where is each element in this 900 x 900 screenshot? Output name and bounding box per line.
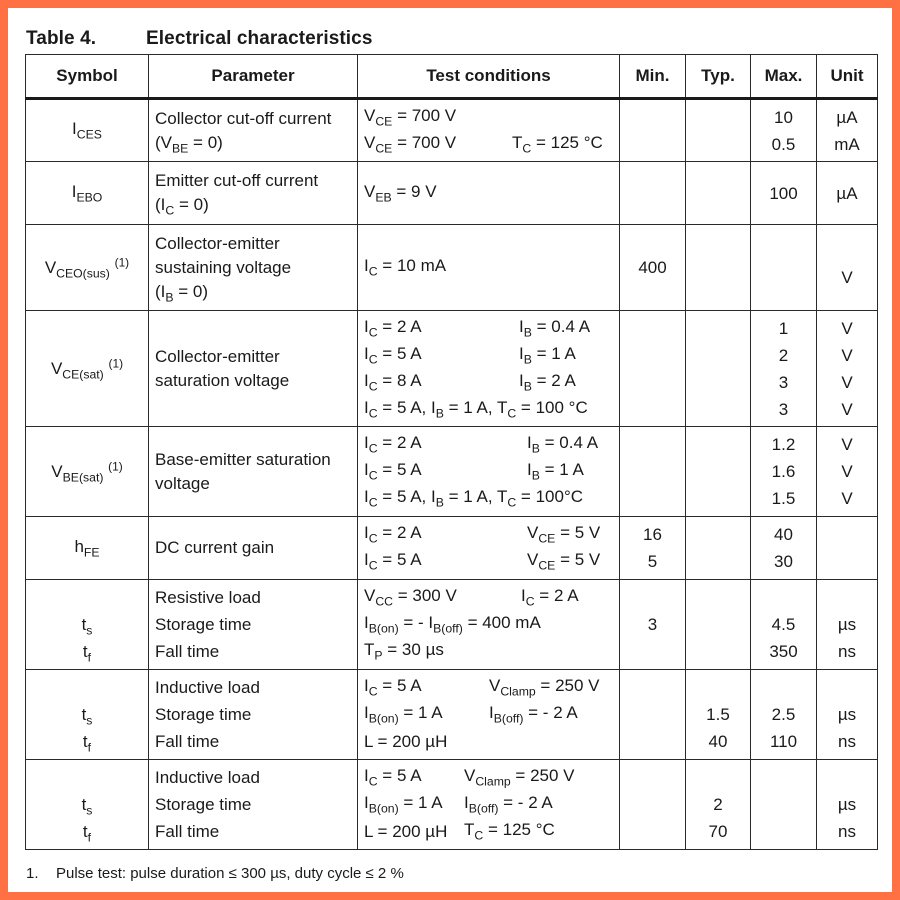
value-text xyxy=(620,638,685,665)
cell-test-conditions xyxy=(358,580,620,670)
cell-min xyxy=(620,670,686,760)
cell-unit xyxy=(817,517,878,580)
table-row xyxy=(26,670,878,760)
value-text xyxy=(686,764,750,791)
cell-min xyxy=(620,760,686,850)
table-row xyxy=(26,99,878,162)
cell-max xyxy=(751,670,817,760)
condition-text: $V_{EB} = 9$ V xyxy=(364,181,437,205)
value-text: 2 xyxy=(778,345,789,365)
cell-test-conditions xyxy=(358,99,620,162)
header-parameter: Parameter xyxy=(149,55,358,99)
condition-text: $I_C = 5$ A $V_{Clamp} = 250$ V xyxy=(364,766,575,789)
symbol-text: $I_{EBO}$ xyxy=(71,181,103,205)
value-text: V xyxy=(841,372,853,392)
value-text: µs xyxy=(837,795,857,814)
footnote xyxy=(26,865,404,882)
cell-max xyxy=(751,225,817,311)
value-text xyxy=(817,674,877,701)
condition-text: L = 200 µH xyxy=(364,731,448,751)
value-text: mA xyxy=(834,134,860,154)
parameter-text: Collector-emitter xyxy=(155,233,280,253)
cell-max xyxy=(751,311,817,427)
value-text: 110 xyxy=(769,732,798,751)
value-text: 3 xyxy=(778,372,789,392)
cell-min xyxy=(620,99,686,162)
cell-test-conditions xyxy=(358,162,620,225)
value-text: V xyxy=(841,462,853,481)
cell-parameter xyxy=(149,162,358,225)
cell-test-conditions xyxy=(358,670,620,760)
condition-text: $I_C = 2$ A $I_B = 0.4$ A xyxy=(364,433,599,456)
cell-max xyxy=(751,760,817,850)
condition-text: $V_{CE} = 700$ V $T_C = 125$ °C xyxy=(364,132,603,156)
condition-text: $V_{CC} = 300$ V $I_C = 2$ A xyxy=(364,586,579,609)
cell-min xyxy=(620,517,686,580)
cell-typ xyxy=(686,162,751,225)
table-caption xyxy=(26,28,373,50)
parameter-text: DC current gain xyxy=(155,538,275,557)
cell-parameter xyxy=(149,311,358,427)
cell-parameter xyxy=(149,225,358,311)
cell-min xyxy=(620,580,686,670)
condition-text: $I_{B(on)}$ = - $I_{B(off)} = 400$ mA xyxy=(364,613,541,636)
cell-test-conditions xyxy=(358,427,620,517)
cell-symbol xyxy=(26,99,149,162)
condition-text: $I_C = 5$ A $V_{CE} = 5$ V xyxy=(364,550,601,573)
condition-text: $I_C = 5$ A $I_B = 1$ A xyxy=(364,343,576,367)
header-unit: Unit xyxy=(817,55,878,99)
table-row xyxy=(26,517,878,580)
cell-unit xyxy=(817,99,878,162)
condition-text: $I_C = 5$ A $V_{Clamp} = 250$ V xyxy=(364,676,600,699)
cell-parameter xyxy=(149,760,358,850)
symbol-text: $t_f$ xyxy=(82,732,92,755)
cell-unit xyxy=(817,162,878,225)
parameter-text: $(I_C = 0)$ xyxy=(155,195,209,218)
value-text: 40 xyxy=(708,732,728,751)
cell-symbol xyxy=(26,427,149,517)
cell-symbol xyxy=(26,670,149,760)
symbol-text: $h_{FE}$ xyxy=(74,536,100,560)
cell-typ xyxy=(686,580,751,670)
value-text: µs xyxy=(837,615,857,634)
header-symbol: Symbol xyxy=(26,55,149,99)
parameter-text: $(I_B = 0)$ xyxy=(155,281,209,304)
header-max: Max. xyxy=(751,55,817,99)
condition-text: $T_P = 30$ µs xyxy=(364,640,444,663)
cell-typ xyxy=(686,225,751,311)
cell-symbol xyxy=(26,760,149,850)
value-text: ns xyxy=(838,822,856,841)
value-text: 1.6 xyxy=(771,462,796,481)
condition-text: L = 200 µH $T_C = 125$ °C xyxy=(364,820,555,843)
value-text xyxy=(686,674,750,701)
footnote-text: Pulse test: pulse duration ≤ 300 µs, duty cycle ≤ 2 % xyxy=(56,865,404,882)
cell-unit xyxy=(817,670,878,760)
cell-symbol xyxy=(26,517,149,580)
symbol-text: $t_s$ xyxy=(81,795,93,818)
cell-min xyxy=(620,311,686,427)
cell-parameter xyxy=(149,99,358,162)
symbol-text: $V_{CEO(sus)}$ $^{(1)}$ xyxy=(44,255,130,280)
cell-parameter xyxy=(149,427,358,517)
cell-max xyxy=(751,162,817,225)
cell-typ xyxy=(686,670,751,760)
cell-unit xyxy=(817,311,878,427)
cell-typ xyxy=(686,99,751,162)
condition-text: $I_C = 2$ A $V_{CE} = 5$ V xyxy=(364,523,601,546)
parameter-text: saturation voltage xyxy=(155,370,290,390)
value-text: 30 xyxy=(774,552,793,571)
value-text: V xyxy=(841,399,853,419)
cell-min xyxy=(620,162,686,225)
document-page xyxy=(8,8,892,892)
condition-text: $I_{B(on)} = 1$ A $I_{B(off)}$ = - 2 A xyxy=(364,703,578,726)
parameter-text: Fall time xyxy=(155,642,220,661)
parameter-text: Storage time xyxy=(155,705,252,724)
value-text: V xyxy=(841,489,853,508)
parameter-text: Fall time xyxy=(155,822,220,841)
cell-unit xyxy=(817,427,878,517)
condition-text: $I_C = 2$ A $I_B = 0.4$ A xyxy=(364,316,591,340)
value-text xyxy=(817,764,877,791)
condition-text: $I_C = 5$ A, $I_B = 1$ A, $T_C = 100$ °C xyxy=(364,397,588,421)
parameter-text: Emitter cut-off current xyxy=(155,171,319,190)
parameter-text: Base-emitter saturation xyxy=(155,449,331,469)
value-text: 10 xyxy=(774,107,793,127)
symbol-text: $t_s$ xyxy=(81,615,93,638)
header-typ: Typ. xyxy=(686,55,751,99)
value-text: V xyxy=(841,345,853,365)
table-row xyxy=(26,311,878,427)
cell-symbol xyxy=(26,225,149,311)
condition-text: $I_C = 10$ mA xyxy=(364,256,447,279)
table-row xyxy=(26,580,878,670)
value-text: µA xyxy=(836,183,858,203)
header-row xyxy=(26,55,878,99)
cell-max xyxy=(751,517,817,580)
cell-max xyxy=(751,99,817,162)
cell-parameter xyxy=(149,580,358,670)
condition-text: $I_C = 8$ A $I_B = 2$ A xyxy=(364,370,576,394)
value-text: 40 xyxy=(774,525,793,544)
header-test-conditions: Test conditions xyxy=(358,55,620,99)
value-text xyxy=(751,674,816,701)
cell-typ xyxy=(686,311,751,427)
value-text: µs xyxy=(837,705,857,724)
value-text: 2.5 xyxy=(771,705,796,724)
cell-test-conditions xyxy=(358,225,620,311)
parameter-text: Resistive load xyxy=(155,588,261,607)
value-text: 1.2 xyxy=(771,435,796,454)
cell-unit xyxy=(817,225,878,311)
value-text: µA xyxy=(836,107,858,127)
cell-parameter xyxy=(149,670,358,760)
cell-typ xyxy=(686,427,751,517)
value-text: 16 xyxy=(643,525,662,544)
symbol-text: $I_{CES}$ xyxy=(72,119,102,142)
value-text: V xyxy=(841,435,853,454)
electrical-characteristics-table xyxy=(25,54,878,850)
value-text: ns xyxy=(838,732,856,751)
value-text: 3 xyxy=(647,615,658,634)
value-text: 400 xyxy=(638,258,667,277)
value-text: ns xyxy=(838,642,856,661)
parameter-text: Inductive load xyxy=(155,768,260,787)
parameter-text: sustaining voltage xyxy=(155,257,292,277)
parameter-text: Fall time xyxy=(155,732,220,751)
symbol-text: $t_s$ xyxy=(81,705,93,728)
cell-symbol xyxy=(26,311,149,427)
value-text: 1.5 xyxy=(771,489,796,508)
cell-test-conditions xyxy=(358,760,620,850)
value-text: V xyxy=(841,268,853,287)
parameter-text: Storage time xyxy=(155,615,252,634)
condition-text: $I_C = 5$ A $I_B = 1$ A xyxy=(364,460,584,483)
value-text: 3 xyxy=(778,399,789,419)
symbol-text: $V_{CE(sat)}$ $^{(1)}$ xyxy=(50,356,124,381)
cell-min xyxy=(620,427,686,517)
value-text: 1 xyxy=(778,318,789,338)
value-text xyxy=(817,584,877,611)
cell-unit xyxy=(817,760,878,850)
parameter-text: Collector cut-off current xyxy=(155,108,332,128)
cell-max xyxy=(751,580,817,670)
condition-text: $I_{B(on)} = 1$ A $I_{B(off)}$ = - 2 A xyxy=(364,793,553,816)
header-min: Min. xyxy=(620,55,686,99)
table-row xyxy=(26,427,878,517)
value-text: 2 xyxy=(713,795,723,814)
parameter-text: voltage xyxy=(155,473,210,493)
cell-max xyxy=(751,427,817,517)
value-text: 0.5 xyxy=(771,134,796,154)
value-text: V xyxy=(841,318,853,338)
parameter-text: Inductive load xyxy=(155,678,260,697)
cell-typ xyxy=(686,760,751,850)
table-title: Electrical characteristics xyxy=(146,28,373,49)
cell-unit xyxy=(817,580,878,670)
cell-test-conditions xyxy=(358,517,620,580)
cell-symbol xyxy=(26,162,149,225)
cell-symbol xyxy=(26,580,149,670)
value-text: 5 xyxy=(647,552,658,571)
table-row xyxy=(26,225,878,311)
parameter-text: $(V_{BE} = 0)$ xyxy=(155,132,223,155)
value-text: 1.5 xyxy=(706,705,730,724)
table-row xyxy=(26,760,878,850)
value-text xyxy=(751,584,816,611)
value-text: 4.5 xyxy=(771,615,796,634)
cell-typ xyxy=(686,517,751,580)
symbol-text: $t_f$ xyxy=(82,822,92,845)
parameter-text: Storage time xyxy=(155,795,252,814)
value-text xyxy=(620,584,685,611)
cell-min xyxy=(620,225,686,311)
cell-parameter xyxy=(149,517,358,580)
value-text: 100 xyxy=(769,183,798,203)
symbol-text: $V_{BE(sat)}$ $^{(1)}$ xyxy=(51,459,123,484)
table-row xyxy=(26,162,878,225)
cell-test-conditions xyxy=(358,311,620,427)
condition-text: $V_{CE} = 700$ V xyxy=(364,105,457,129)
table-number: Table 4. xyxy=(26,28,97,49)
condition-text: $I_C = 5$ A, $I_B = 1$ A, $T_C = 100^\circ C$ xyxy=(364,487,584,510)
value-text: 350 xyxy=(769,642,798,661)
symbol-text: $t_f$ xyxy=(82,642,92,665)
parameter-text: Collector-emitter xyxy=(155,346,280,366)
footnote-number: 1. xyxy=(26,865,39,882)
value-text: 70 xyxy=(708,822,728,841)
